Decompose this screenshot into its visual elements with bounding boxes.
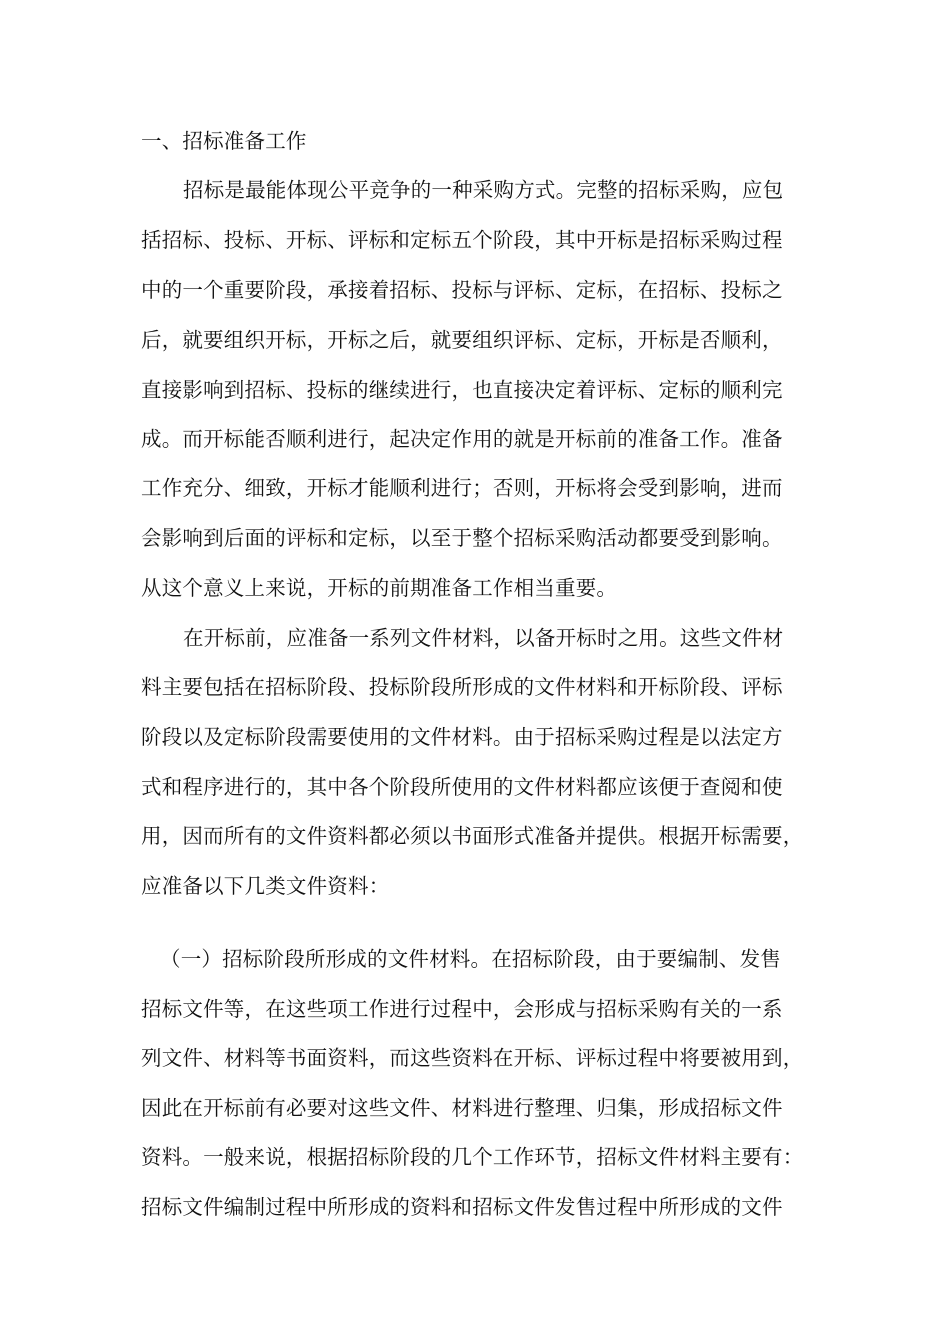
paragraph-line: 招标是最能体现公平竞争的一种采购方式。完整的招标采购，应包 [183, 178, 784, 202]
paragraph-line: 成。而开标能否顺利进行，起决定作用的就是开标前的准备工作。准备 [141, 427, 783, 451]
paragraph-line: 应准备以下几类文件资料： [141, 874, 390, 898]
paragraph-line: 列文件、材料等书面资料，而这些资料在开标、评标过程中将要被用到， [141, 1046, 804, 1070]
paragraph-line: 招标文件编制过程中所形成的资料和招标文件发售过程中所形成的文件 [141, 1195, 783, 1219]
paragraph-line: 招标文件等，在这些项工作进行过程中，会形成与招标采购有关的一系 [141, 997, 783, 1021]
paragraph-line: 会影响到后面的评标和定标，以至于整个招标采购活动都要受到影响。 [141, 526, 783, 550]
paragraph-line: 式和程序进行的，其中各个阶段所使用的文件材料都应该便于查阅和使 [141, 775, 783, 799]
paragraph-line: 资料。一般来说，根据招标阶段的几个工作环节，招标文件材料主要有： [141, 1145, 804, 1169]
paragraph-line: 括招标、投标、开标、评标和定标五个阶段，其中开标是招标采购过程 [141, 228, 783, 252]
paragraph-line: 后，就要组织开标，开标之后，就要组织评标、定标，开标是否顺利， [141, 328, 783, 352]
paragraph-line: 在开标前，应准备一系列文件材料，以备开标时之用。这些文件材 [183, 626, 784, 650]
paragraph-line: 料主要包括在招标阶段、投标阶段所形成的文件材料和开标阶段、评标 [141, 675, 783, 699]
paragraph-line: 阶段以及定标阶段需要使用的文件材料。由于招标采购过程是以法定方 [141, 725, 783, 749]
paragraph-line: 因此在开标前有必要对这些文件、材料进行整理、归集，形成招标文件 [141, 1096, 783, 1120]
paragraph-line: （一）招标阶段所形成的文件材料。在招标阶段，由于要编制、发售 [160, 947, 781, 971]
section-heading: 一、招标准备工作 [141, 129, 307, 153]
paragraph-line: 从这个意义上来说，开标的前期准备工作相当重要。 [141, 576, 618, 600]
paragraph-line: 直接影响到招标、投标的继续进行，也直接决定着评标、定标的顺利完 [141, 378, 783, 402]
paragraph-line: 用，因而所有的文件资料都必须以书面形式准备并提供。根据开标需要， [141, 824, 804, 848]
paragraph-line: 中的一个重要阶段，承接着招标、投标与评标、定标，在招标、投标之 [141, 278, 783, 302]
paragraph-line: 工作充分、细致，开标才能顺利进行；否则，开标将会受到影响，进而 [141, 476, 783, 500]
